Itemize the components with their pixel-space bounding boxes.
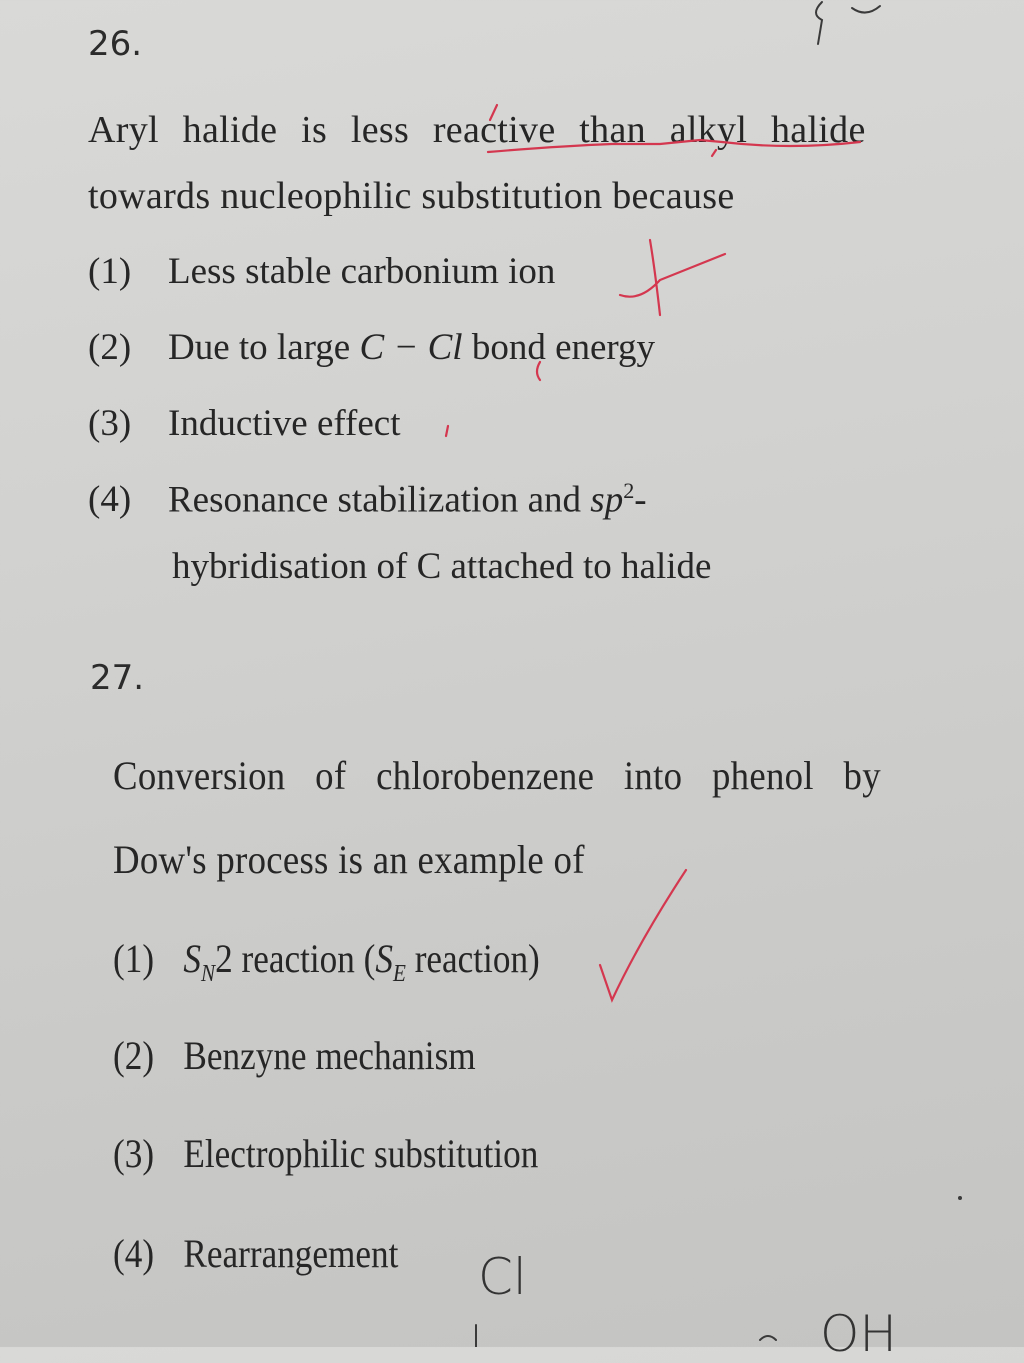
symbol-s: S: [183, 936, 201, 981]
option-text: Less stable carbonium ion: [168, 251, 556, 292]
option-text: -: [634, 479, 647, 521]
option-number: (3): [113, 1131, 155, 1176]
option-text: Inductive effect: [168, 403, 401, 444]
question-26-stem-line1: Aryl halide is less reactive than alkyl halide: [88, 109, 866, 151]
option-number: (2): [88, 327, 132, 368]
q26-option-4-line2: hybridisation of C attached to halide: [172, 546, 712, 587]
option-text: 2 reaction (: [215, 936, 376, 981]
option-text: Rearrangement: [183, 1231, 399, 1276]
option-text: Electrophilic substitution: [183, 1131, 539, 1176]
q27-option-1[interactable]: [113, 935, 540, 988]
symbol-s: S: [375, 936, 393, 981]
option-number: (4): [113, 1231, 155, 1276]
subscript-e: E: [392, 961, 406, 987]
option-number: (2): [113, 1033, 155, 1078]
option-text: Due to large: [168, 327, 360, 368]
option-text: Resonance stabilization and: [168, 479, 591, 521]
subscript-n: N: [201, 961, 216, 987]
superscript: 2: [623, 478, 635, 503]
q26-option-2[interactable]: [88, 326, 655, 369]
option-number: (1): [113, 936, 155, 981]
option-text: reaction): [405, 936, 540, 981]
option-number: (3): [88, 403, 132, 444]
q27-option-3[interactable]: [113, 1130, 538, 1177]
question-26-number: 26.: [88, 24, 143, 64]
q27-option-4[interactable]: [113, 1230, 398, 1277]
question-27-number: 27.: [90, 658, 145, 698]
question-27-stem-line2: Dow's process is an example of: [113, 837, 585, 882]
option-text: Benzyne mechanism: [183, 1033, 476, 1078]
handwritten-cl: Cl: [478, 1248, 527, 1306]
question-27-stem-line1: Conversion of chlorobenzene into phenol by: [113, 753, 881, 798]
q27-option-2[interactable]: [113, 1032, 476, 1079]
q26-option-3[interactable]: [88, 402, 401, 445]
handwritten-oh: OH: [820, 1305, 897, 1363]
q26-option-1[interactable]: [88, 250, 555, 293]
option-text: bond energy: [462, 327, 656, 368]
question-26-stem-line2: towards nucleophilic substitution because: [88, 175, 735, 217]
formula-sp: sp: [590, 479, 624, 521]
option-number: (4): [88, 479, 132, 521]
q26-option-4[interactable]: [88, 478, 647, 521]
option-number: (1): [88, 251, 132, 292]
formula-c-cl: C − Cl: [359, 327, 463, 368]
